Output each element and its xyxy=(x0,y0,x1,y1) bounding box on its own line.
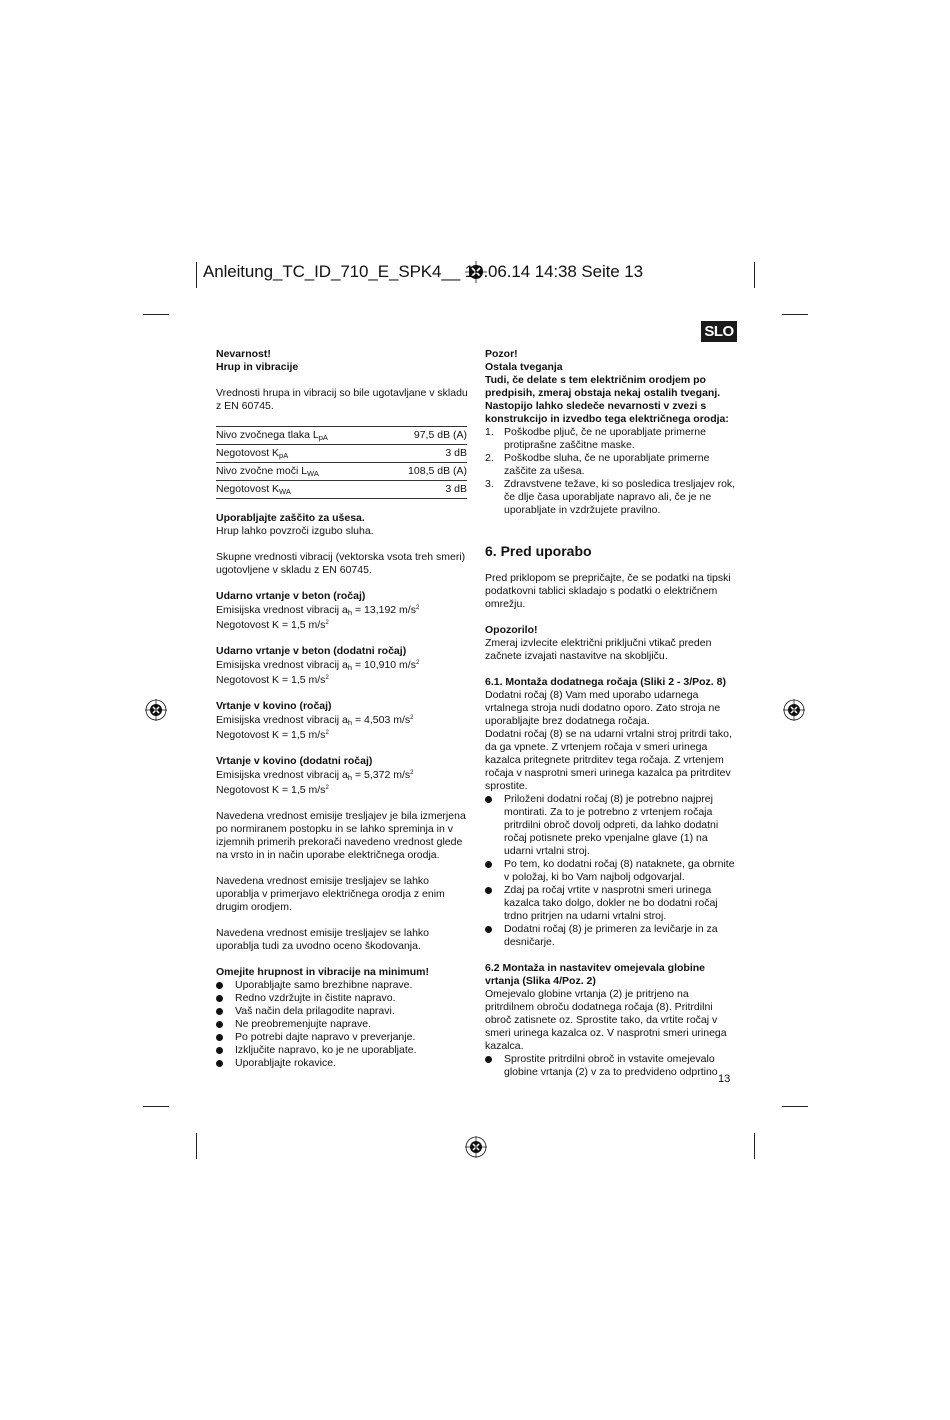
ear-protection-text: Hrup lahko povzroči izgubo sluha. xyxy=(216,525,374,537)
registration-mark-icon xyxy=(783,699,805,721)
paragraph: Dodatni ročaj (8) Vam med uporabo udarnega vrtalnega stroja nudi dodatno oporo. Zato stroja ne uporabljajte brez dodatnega ročaja. xyxy=(485,689,721,727)
paragraph: Navedena vrednost emisije tresljajev se lahko uporablja tudi za uvodno oceno škodovanja. xyxy=(216,927,430,952)
list-item: Vaš način dela prilagodite napravi. xyxy=(216,1005,468,1018)
paragraph: Navedena vrednost emisije tresljajev je bila izmerjena po normiranem postopku in se lahko spreminja in v izjemnih primerih prekorači navedeno vrednost glede na vrsto in in način uporabe električnega orodja. xyxy=(216,810,466,861)
crop-mark xyxy=(754,262,755,288)
subsection-heading: 6.2 Montaža in nastavitev omejevala globine vrtanja (Slika 4/Poz. 2) xyxy=(485,962,705,987)
warning-title: Opozorilo! xyxy=(485,624,538,636)
noise-intro: Vrednosti hrupa in vibracij so bile ugotavljane v skladu z EN 60745. xyxy=(216,387,468,412)
ear-protection-note: Uporabljajte zaščito za ušesa. xyxy=(216,512,365,524)
table-row: Negotovost $K_{WA}$ 3 dB xyxy=(216,481,467,499)
instruction-list xyxy=(485,1053,737,1079)
residual-risks-intro: Tudi, če delate s tem električnim orodjem po predpisih, zmeraj obstaja nekaj ostalih tveganj. Nastopijo lahko sledeče nevarnosti v zvezi s konstrukcijo in izvedbo tega električnega orodja: xyxy=(485,374,729,425)
registration-mark-icon xyxy=(465,1136,487,1158)
list-item: Uporabljajte rokavice. xyxy=(216,1057,468,1070)
caution-title: Pozor! xyxy=(485,348,518,360)
paragraph: Pred priklopom se prepričajte, če se podatki na tipski podatkovni tablici skladajo s podatki o električnem omrežju. xyxy=(485,572,731,610)
paragraph: Navedena vrednost emisije tresljajev se lahko uporablja v primerjavo električnega orodja z enim drugim orodjem. xyxy=(216,875,445,913)
left-column xyxy=(216,348,468,1070)
vibration-block: Udarno vrtanje v beton (dodatni ročaj) Emisijska vrednost vibracij $a_h = 10,910$ $m/s^2$ Negotovost K = 1,5 $m/s^2$ xyxy=(216,645,420,686)
print-header: Anleitung_TC_ID_710_E_SPK4__ 19.06.14 14:38 Seite 13 xyxy=(203,262,643,281)
warning-title: Nevarnost! xyxy=(216,348,271,360)
noise-table xyxy=(216,426,467,499)
paragraph: Omejevalo globine vrtanja (2) je pritrjeno na pritrdilnem obroču dodatnega ročaja (8). Pritrdilni obroč zatisnete oz. Sprostite tako, da vrtite ročaj v smeri urinega kazalca oz. V nasprotni smeri urinega kazalca. xyxy=(485,988,727,1052)
list-item: Dodatni ročaj (8) je primeren za levičarje in za desničarje. xyxy=(485,923,737,949)
vibration-intro: Skupne vrednosti vibracij (vektorska vsota treh smeri) ugotovljene v skladu z EN 60745. xyxy=(216,551,466,576)
crop-mark xyxy=(782,1106,808,1107)
list-item: Izključite napravo, ko je ne uporabljate. xyxy=(216,1044,468,1057)
language-badge: SLO xyxy=(701,321,737,342)
page-number: 13 xyxy=(718,1073,731,1085)
table-row: Negotovost $K_{pA}$ 3 dB xyxy=(216,445,467,463)
crop-mark xyxy=(782,314,808,315)
list-item: Priloženi dodatni ročaj (8) je potrebno najprej montirati. Za to je potrebno z vrtenjem ročaja pritrdilni obroč dovolj odpreti, da lahko dodatni ročaj potisnete preko vpenjalne glave (1) na udarni vrtalni stroj. xyxy=(485,793,737,858)
list-item: Uporabljajte samo brezhibne naprave. xyxy=(216,979,468,992)
list-item: Redno vzdržujte in čistite napravo. xyxy=(216,992,468,1005)
section-heading: 6. Pred uporabo xyxy=(485,543,592,559)
table-row: Nivo zvočne moči $L_{WA}$ 108,5 dB (A) xyxy=(216,463,467,481)
right-column xyxy=(485,348,737,1079)
list-item: Po potrebi dajte napravo v preverjanje. xyxy=(216,1031,468,1044)
residual-risks-title: Ostala tveganja xyxy=(485,361,563,373)
list-item: Zdaj pa ročaj vrtite v nasprotni smeri urinega kazalca tako dolgo, dokler ne bo dodatni ročaj trdno pritrjen na udarni vrtalni stroj. xyxy=(485,884,737,923)
instruction-list xyxy=(485,793,737,949)
crop-mark xyxy=(143,1106,169,1107)
crop-mark xyxy=(196,1133,197,1159)
crop-mark xyxy=(196,262,197,288)
vibration-block: Udarno vrtanje v beton (ročaj) Emisijska vrednost vibracij $a_h = 13,192$ $m/s^2$ Negotovost K = 1,5 $m/s^2$ xyxy=(216,590,420,631)
vibration-block: Vrtanje v kovino (dodatni ročaj) Emisijska vrednost vibracij $a_h = 5,372$ $m/s^2$ Negotovost K = 1,5 $m/s^2$ xyxy=(216,755,414,796)
tips-list xyxy=(216,979,468,1070)
paragraph: Zmeraj izvlecite električni priključni vtikač preden začnete izvajati nastavitve na skobljiču. xyxy=(485,637,712,662)
subsection-heading: 6.1. Montaža dodatnega ročaja (Sliki 2 - 3/Poz. 8) xyxy=(485,676,726,688)
registration-mark-icon xyxy=(145,699,167,721)
paragraph: Dodatni ročaj (8) se na udarni vrtalni stroj pritrdi tako, da ga vpnete. Z vrtenjem ročaja v smeri urinega kazalca pritegnete pritrditev tega ročaja. Z vrtenjem ročaja v nasprotni smeri urinega kazalca pa pritrditev sprostite. xyxy=(485,728,732,792)
list-item: 3. Zdravstvene težave, ki so posledica tresljajev rok, če dlje časa uporabljate napravo ali, če je ne uporabljate in vzdržujete pravilno. xyxy=(485,478,736,516)
list-item: Sprostite pritrdilni obroč in vstavite omejevalo globine vrtanja (2) v za to predvideno odprtino xyxy=(485,1053,737,1079)
list-item: 1. Poškodbe pljuč, če ne uporabljate primerne protiprašne zaščitne maske. xyxy=(485,426,706,451)
risk-list xyxy=(485,426,737,517)
minimize-title: Omejite hrupnost in vibracije na minimum! xyxy=(216,966,429,978)
list-item: 2. Poškodbe sluha, če ne uporabljate primerne zaščite za ušesa. xyxy=(485,452,710,477)
crop-mark xyxy=(754,1133,755,1159)
vibration-block: Vrtanje v kovino (ročaj) Emisijska vrednost vibracij $a_h = 4,503$ $m/s^2$ Negotovost K = 1,5 $m/s^2$ xyxy=(216,700,414,741)
warning-subtitle: Hrup in vibracije xyxy=(216,361,299,373)
table-row: Nivo zvočnega tlaka $L_{pA}$ 97,5 dB (A) xyxy=(216,427,467,445)
list-item: Po tem, ko dodatni ročaj (8) nataknete, ga obrnite v položaj, ki bo Vam najbolj odgovarjal. xyxy=(485,858,737,884)
crop-mark xyxy=(143,314,169,315)
list-item: Ne preobremenjujte naprave. xyxy=(216,1018,468,1031)
